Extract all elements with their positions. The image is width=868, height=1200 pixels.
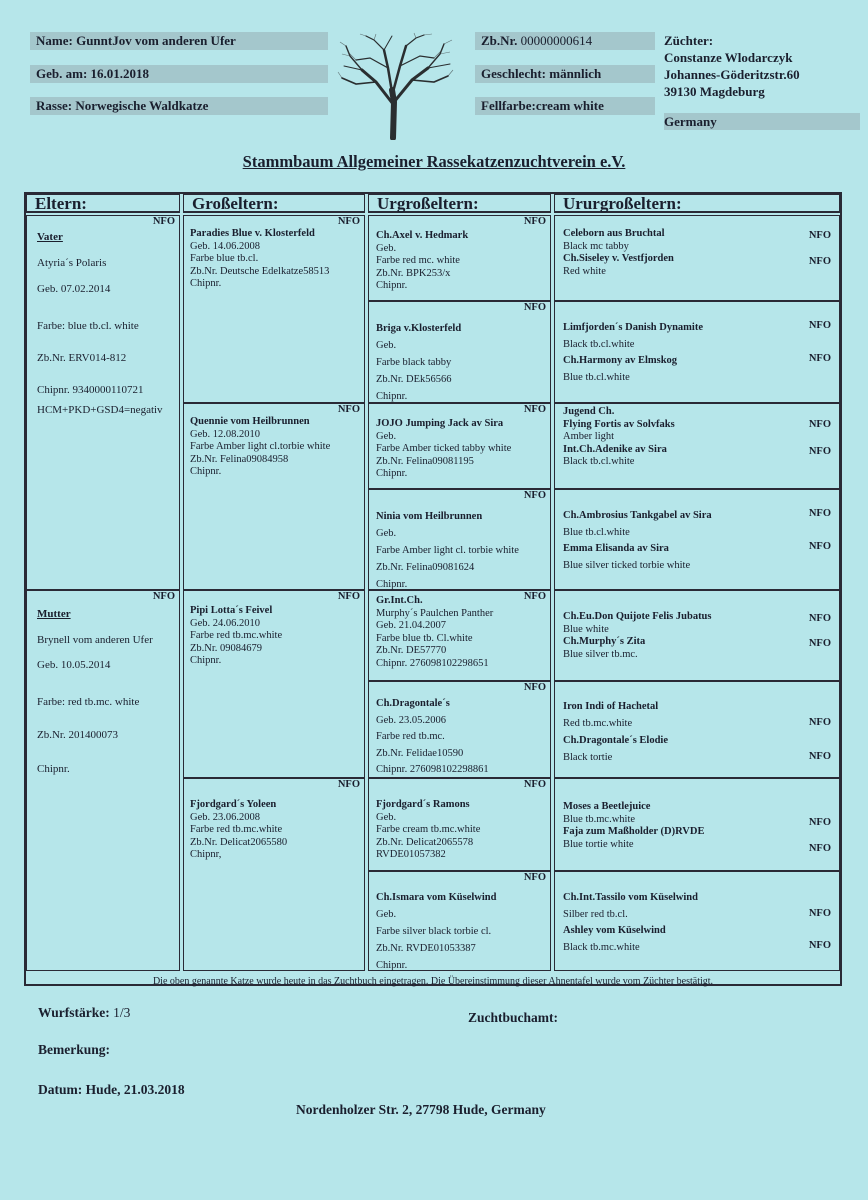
gg-grandparent-color: Blue tb.cl.white	[563, 526, 630, 538]
litter-value: 1/3	[113, 1005, 131, 1020]
breed-code: NFO	[523, 682, 546, 693]
great-grandparent-name: Ninia vom Heilbrunnen	[376, 511, 483, 522]
gg-grandparent-name: Iron Indi of Hachetal	[563, 701, 659, 712]
fur-color-label: Fellfarbe:	[481, 98, 536, 113]
grandparent-birth: Geb. 23.06.2008	[190, 811, 260, 823]
name-field	[30, 32, 328, 50]
gg-grandparent-name: Ch.Ambrosius Tankgabel av Sira	[563, 510, 712, 521]
gg-grandparent-color: Blue silver tb.mc.	[563, 648, 638, 660]
breed-code: NFO	[808, 353, 831, 364]
gg-grandparent-box	[554, 871, 840, 971]
tree-icon	[336, 32, 454, 140]
gg-grandparent-name: Ch.Dragontale´s Elodie	[563, 735, 668, 746]
father-reg: Zb.Nr. ERV014-812	[37, 352, 127, 364]
gg-grandparent-title: Jugend Ch.	[563, 406, 615, 417]
breed-code: NFO	[152, 591, 175, 602]
breeder-block	[664, 32, 860, 130]
great-grandparent-box	[368, 681, 551, 778]
great-grandparent-detail: Farbe red mc. white	[376, 255, 460, 266]
name-label: Name:	[36, 33, 73, 48]
breed-code: NFO	[523, 779, 546, 790]
great-grandparent-box	[368, 871, 551, 971]
breed-code: NFO	[808, 230, 831, 241]
grandparent-chip: Chipnr.	[190, 278, 222, 289]
great-grandparent-detail: Geb.	[376, 528, 397, 539]
great-grandparent-detail: Geb.	[376, 242, 397, 254]
gg-grandparent-color: Red white	[563, 265, 606, 277]
breed-code: NFO	[808, 256, 831, 267]
col-parents: Eltern:	[26, 193, 180, 213]
date-place: Datum: Hude, 21.03.2018	[38, 1082, 185, 1097]
mother-box	[26, 590, 180, 971]
great-grandparent-box	[368, 489, 551, 590]
reg-value: 00000000614	[520, 33, 593, 48]
registration-confirmation: Die oben genannte Katze wurde heute in das Zuchtbuch eingetragen. Die Übereinstimmung dieser Ahnentafel wurde vom Züchter bestätigt.	[152, 976, 714, 987]
great-grandparent-detail: Chipnr.	[376, 468, 408, 479]
breed-code: NFO	[152, 216, 175, 227]
gg-grandparent-name: Celeborn aus Bruchtal	[563, 228, 665, 239]
great-grandparent-detail: Zb.Nr. BPK253/x	[376, 267, 451, 279]
breed-code: NFO	[808, 613, 831, 624]
great-grandparent-detail: Geb.	[376, 430, 397, 442]
gg-grandparent-color: Blue white	[563, 623, 609, 635]
great-grandparent-detail: Farbe Amber ticked tabby white	[376, 443, 512, 454]
gg-grandparent-name: Flying Fortis av Solvfaks	[563, 418, 675, 430]
gg-grandparent-color: Black tortie	[563, 752, 613, 763]
grandparent-box	[183, 590, 365, 778]
great-grandparent-name: Ch.Dragontale´s	[376, 698, 450, 709]
col-grandparents: Großeltern:	[183, 193, 365, 213]
grandparent-birth: Geb. 14.06.2008	[190, 240, 260, 252]
mother-role: Mutter	[37, 608, 71, 620]
great-grandparent-detail: Farbe silver black torbie cl.	[376, 926, 492, 937]
reg-label: Zb.Nr.	[481, 33, 518, 48]
litter-label: Wurfstärke:	[38, 1005, 110, 1020]
breed-code: NFO	[808, 751, 831, 762]
gg-grandparent-box	[554, 403, 840, 489]
breed-code: NFO	[808, 541, 831, 552]
great-grandparent-name: Ch.Axel v. Hedmark	[376, 230, 469, 241]
breed-code: NFO	[337, 216, 360, 227]
great-grandparent-detail: Farbe black tabby	[376, 357, 452, 368]
gg-grandparent-name: Ch.Harmony av Elmskog	[563, 355, 678, 366]
grandparent-name: Pipi Lotta´s Feivel	[190, 605, 273, 616]
father-name: Atyria´s Polaris	[37, 257, 107, 269]
gg-grandparent-color: Amber light	[563, 431, 615, 442]
gg-grandparent-color: Blue silver ticked torbie white	[563, 559, 691, 571]
birth-field	[30, 65, 328, 83]
breed-code: NFO	[808, 717, 831, 728]
great-grandparent-detail: Farbe cream tb.mc.white	[376, 824, 481, 835]
breed-label: Rasse:	[36, 98, 73, 113]
breeder-name: Constanze Wlodarczyk	[664, 50, 793, 65]
grandparent-name: Quennie vom Heilbrunnen	[190, 416, 310, 427]
great-grandparent-box	[368, 215, 551, 301]
grandparent-box	[183, 778, 365, 971]
name-value: GunntJov vom anderen Ufer	[76, 33, 236, 48]
grandparent-name: Paradies Blue v. Klosterfeld	[190, 228, 315, 239]
gg-grandparent-name: Ch.Murphy´s Zita	[563, 636, 646, 647]
litter-size	[38, 1005, 130, 1021]
breed-code: NFO	[808, 320, 831, 331]
breeder-country: Germany	[664, 113, 860, 130]
gg-grandparent-box	[554, 301, 840, 403]
great-grandparent-detail: Chipnr.	[376, 579, 408, 590]
gg-grandparent-box	[554, 590, 840, 681]
gg-grandparent-name: Emma Elisanda av Sira	[563, 543, 669, 554]
breed-value: Norwegische Waldkatze	[75, 98, 209, 113]
grandparent-reg: Zb.Nr. Deutsche Edelkatze58513	[190, 265, 330, 277]
birth-value: 16.01.2018	[90, 66, 150, 81]
father-birth: Geb. 07.02.2014	[37, 283, 111, 295]
breed-code: NFO	[523, 404, 546, 415]
breed-code: NFO	[523, 302, 546, 313]
great-grandparent-detail: RVDE01057382	[376, 849, 446, 860]
great-grandparent-detail: Geb. 23.05.2006	[376, 714, 446, 726]
breeder-label: Züchter:	[664, 33, 714, 48]
mother-reg: Zb.Nr. 201400073	[37, 729, 118, 741]
great-grandparent-name: JOJO Jumping Jack av Sira	[376, 418, 504, 429]
gg-grandparent-name: Ch.Eu.Don Quijote Felis Jubatus	[563, 611, 712, 622]
gg-grandparent-name: Faja zum Maßholder (D)RVDE	[563, 826, 705, 837]
great-grandparent-detail: Geb. 21.04.2007	[376, 620, 446, 631]
gg-grandparent-name: Limfjorden´s Danish Dynamite	[563, 322, 704, 333]
great-grandparent-detail: Farbe Amber light cl. torbie white	[376, 545, 519, 556]
breed-code: NFO	[337, 591, 360, 602]
mother-birth: Geb. 10.05.2014	[37, 659, 111, 671]
document-title: Stammbaum Allgemeiner Rassekatzenzuchtverein e.V.	[242, 152, 626, 171]
grandparent-birth: Geb. 24.06.2010	[190, 617, 260, 629]
gg-grandparent-box	[554, 681, 840, 778]
great-grandparent-detail: Chipnr. 276098102298651	[376, 657, 489, 669]
breed-code: NFO	[808, 908, 831, 919]
grandparent-color: Farbe red tb.mc.white	[190, 824, 283, 835]
father-health: HCM+PKD+GSD4=negativ	[37, 404, 163, 416]
great-grandparent-detail: Zb.Nr. Felina09081195	[376, 455, 474, 467]
grandparent-color: Farbe red tb.mc.white	[190, 630, 283, 641]
great-grandparent-name: Briga v.Klosterfeld	[376, 323, 462, 334]
great-grandparent-detail: Murphy´s Paulchen Panther	[376, 607, 494, 619]
gg-grandparent-name: Moses a Beetlejuice	[563, 801, 651, 812]
grandparent-chip: Chipnr,	[190, 849, 222, 860]
gg-grandparent-name: Ch.Int.Tassilo vom Küselwind	[563, 892, 698, 903]
grandparent-chip: Chipnr.	[190, 655, 222, 666]
fur-color-field	[475, 97, 655, 115]
grandparent-reg: Zb.Nr. 09084679	[190, 642, 263, 654]
grandparent-name: Fjordgard´s Yoleen	[190, 799, 277, 810]
great-grandparent-detail: Geb.	[376, 811, 397, 823]
sex-value: männlich	[549, 66, 602, 81]
breed-code: NFO	[808, 446, 831, 457]
great-grandparent-detail: Zb.Nr. Felidae10590	[376, 747, 464, 759]
mother-name: Brynell vom anderen Ufer	[37, 634, 153, 646]
breeder-city: 39130 Magdeburg	[664, 84, 765, 99]
studbook-office: Zuchtbuchamt:	[468, 1010, 559, 1025]
breed-code: NFO	[808, 508, 831, 519]
breed-code: NFO	[808, 419, 831, 430]
grandparent-box	[183, 403, 365, 590]
great-grandparent-box	[368, 590, 551, 681]
gg-grandparent-name: Int.Ch.Adenike av Sira	[563, 443, 667, 455]
mother-chip: Chipnr.	[37, 763, 70, 775]
great-grandparent-detail: Chipnr.	[376, 391, 408, 402]
gg-grandparent-color: Blue tb.mc.white	[563, 813, 636, 825]
breed-code: NFO	[808, 940, 831, 951]
col-great-grandparents: Urgroßeltern:	[368, 193, 551, 213]
gg-grandparent-color: Black mc tabby	[563, 240, 629, 252]
great-grandparent-detail: Zb.Nr. Felina09081624	[376, 562, 475, 573]
great-grandparent-detail: Chipnr. 276098102298861	[376, 764, 489, 775]
great-grandparent-detail: Chipnr.	[376, 960, 408, 971]
grandparent-color: Farbe blue tb.cl.	[190, 253, 259, 264]
breed-code: NFO	[337, 779, 360, 790]
remark-label: Bemerkung:	[38, 1042, 110, 1057]
gg-grandparent-name: Ch.Siseley v. Vestfjorden	[563, 253, 674, 264]
gg-grandparent-color: Silber red tb.cl.	[563, 908, 628, 920]
great-grandparent-detail: Zb.Nr. DE57770	[376, 645, 447, 656]
grandparent-birth: Geb. 12.08.2010	[190, 428, 260, 440]
grandparent-color: Farbe Amber light cl.torbie white	[190, 441, 331, 452]
father-color: Farbe: blue tb.cl. white	[37, 320, 139, 332]
great-grandparent-detail: Farbe red tb.mc.	[376, 731, 445, 742]
great-grandparent-name: Fjordgard´s Ramons	[376, 799, 470, 810]
great-grandparent-name: Ch.Ismara vom Küselwind	[376, 892, 497, 903]
breed-code: NFO	[808, 843, 831, 854]
great-grandparent-box	[368, 403, 551, 489]
breeder-street: Johannes-Göderitzstr.60	[664, 67, 800, 82]
gg-grandparent-color: Blue tortie white	[563, 838, 634, 850]
gg-grandparent-color: Black tb.cl.white	[563, 338, 635, 350]
breed-field	[30, 97, 328, 115]
great-grandparent-detail: Geb.	[376, 340, 397, 351]
gg-grandparent-color: Blue tb.cl.white	[563, 371, 630, 383]
great-grandparent-detail: Farbe blue tb. Cl.white	[376, 632, 473, 644]
father-role: Vater	[37, 231, 63, 243]
gg-grandparent-color: Black tb.mc.white	[563, 941, 640, 953]
col-great-great-grandparents: Ururgroßeltern:	[554, 193, 840, 213]
gg-grandparent-box	[554, 215, 840, 301]
gg-grandparent-name: Ashley vom Küselwind	[563, 925, 666, 936]
mother-color: Farbe: red tb.mc. white	[37, 696, 140, 708]
reg-field	[475, 32, 655, 50]
fur-color-value: cream white	[535, 98, 604, 113]
breed-code: NFO	[523, 490, 546, 501]
breed-code: NFO	[523, 591, 546, 602]
great-grandparent-detail: Zb.Nr. RVDE01053387	[376, 943, 476, 954]
great-grandparent-detail: Chipnr.	[376, 280, 408, 291]
sex-field	[475, 65, 655, 83]
father-box	[26, 215, 180, 590]
breed-code: NFO	[808, 817, 831, 828]
grandparent-reg: Zb.Nr. Delicat2065580	[190, 836, 288, 848]
sex-label: Geschlecht:	[481, 66, 546, 81]
breed-code: NFO	[523, 872, 546, 883]
gg-grandparent-color: Red tb.mc.white	[563, 718, 633, 729]
gg-grandparent-color: Black tb.cl.white	[563, 456, 635, 467]
great-grandparent-box	[368, 778, 551, 871]
great-grandparent-detail: Geb.	[376, 909, 397, 920]
grandparent-box	[183, 215, 365, 403]
grandparent-chip: Chipnr.	[190, 466, 222, 477]
club-address: Nordenholzer Str. 2, 27798 Hude, Germany	[296, 1102, 546, 1117]
grandparent-reg: Zb.Nr. Felina09084958	[190, 453, 289, 465]
birth-label: Geb. am:	[36, 66, 88, 81]
great-grandparent-detail: Zb.Nr. Delicat2065578	[376, 836, 474, 848]
great-grandparent-detail: Zb.Nr. DEk56566	[376, 374, 452, 385]
breed-code: NFO	[523, 216, 546, 227]
breed-code: NFO	[337, 404, 360, 415]
father-chip: Chipnr. 9340000110721	[37, 384, 144, 396]
great-grandparent-box	[368, 301, 551, 403]
breed-code: NFO	[808, 638, 831, 649]
great-grandparent-name: Gr.Int.Ch.	[376, 595, 423, 606]
gg-grandparent-box	[554, 489, 840, 590]
gg-grandparent-box	[554, 778, 840, 871]
